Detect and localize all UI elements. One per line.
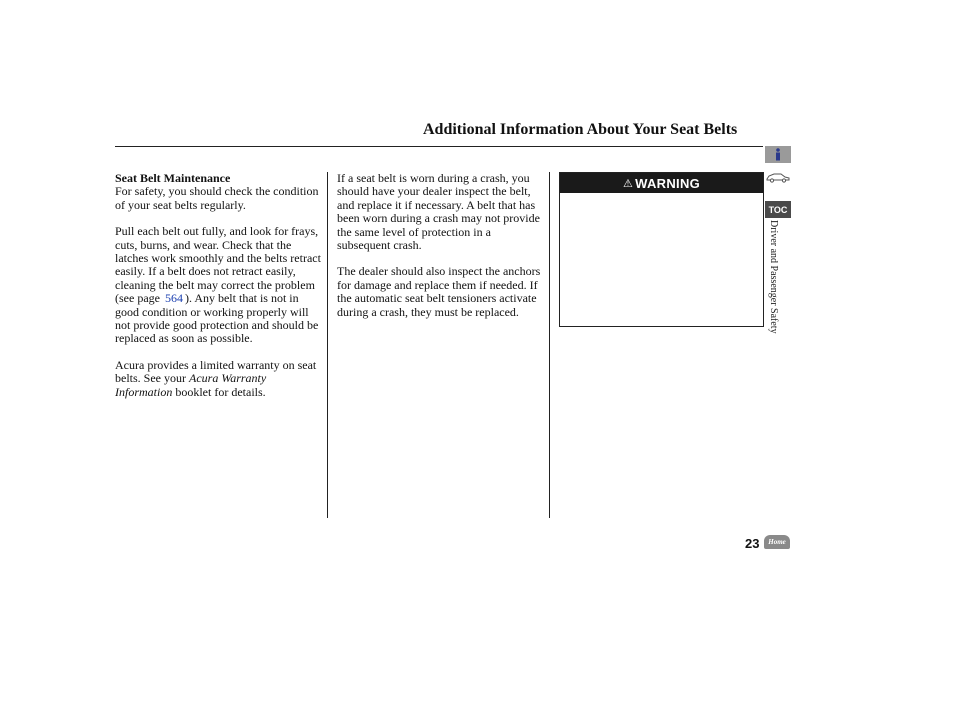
warning-box	[559, 172, 764, 327]
inspection-text: Pull each belt out fully, and look for frays, cuts, burns, and wear. Check that the latches work smoothly and the belts retract easily. If a belt does not retract easily, cleaning the belt may correct the problem (see page	[115, 224, 321, 306]
section-heading: Seat Belt Maintenance	[115, 171, 231, 185]
section-side-label: Driver and Passenger Safety	[768, 220, 779, 334]
warning-triangle-icon: ⚠	[622, 177, 634, 190]
warranty-text: Acura provides a limited warranty on seat belts. See your	[115, 357, 317, 386]
inspection-paragraph	[115, 225, 325, 346]
crash-inspection-paragraph: If a seat belt is worn during a crash, you should have your dealer inspect the belt, and replace it if necessary. A belt that has been worn during a crash may not provide the same level of protection in a subsequent crash.	[337, 171, 540, 253]
page-number: 23	[745, 536, 760, 551]
info-icon	[773, 148, 783, 161]
column-divider	[549, 172, 550, 518]
page-reference-link[interactable]: 564	[164, 291, 183, 306]
intro-paragraph: For safety, you should check the condition of your seat belts regularly.	[115, 184, 319, 212]
warning-header	[560, 173, 763, 193]
title-divider	[115, 146, 763, 147]
info-tab[interactable]	[765, 146, 791, 163]
toc-button[interactable]: TOC	[765, 201, 791, 218]
dealer-paragraph: The dealer should also inspect the anchors for damage and replace them if needed. If the automatic seat belt tensioners activate during a crash, they must be replaced.	[337, 264, 541, 319]
car-icon	[766, 171, 790, 183]
warranty-text-cont: booklet for details.	[175, 384, 266, 399]
home-button[interactable]: Home	[764, 535, 790, 549]
vehicle-tab[interactable]	[765, 168, 791, 185]
column-divider	[327, 172, 328, 518]
inspection-text-cont: ). Any belt that is not in good condition or working properly will not provide good protection and should be replaced as soon as possible.	[115, 291, 319, 346]
warranty-booklet-title: Acura Warranty Information	[115, 371, 267, 399]
warranty-paragraph	[115, 359, 325, 399]
column-2	[337, 172, 545, 332]
page-title: Additional Information About Your Seat Belts	[423, 121, 738, 138]
column-1	[115, 172, 325, 412]
warning-label: WARNING	[635, 175, 701, 191]
